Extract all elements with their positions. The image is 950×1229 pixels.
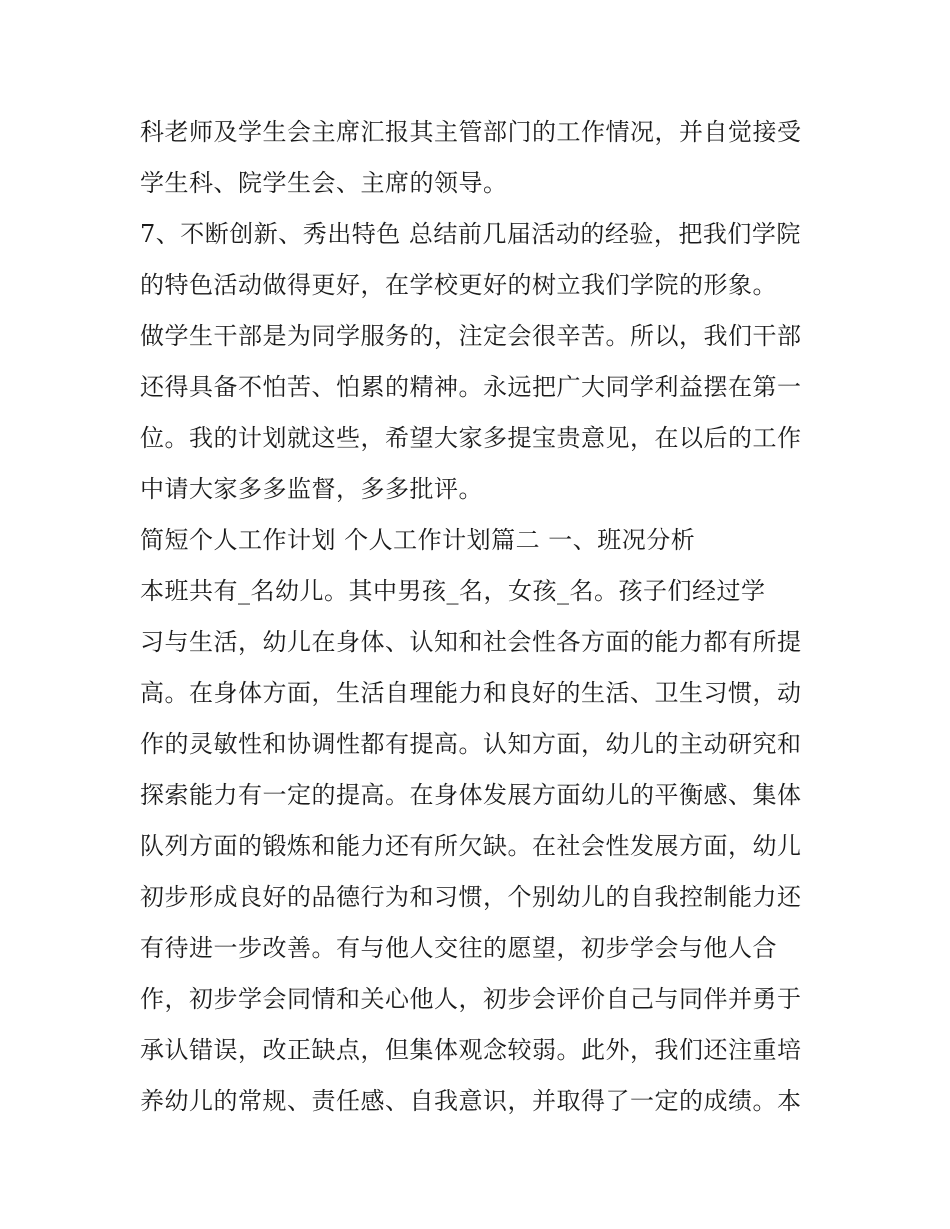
text-line: 有待进一步改善。有与他人交往的愿望，初步学会与他人合: [140, 934, 777, 962]
text-line: 高。在身体方面，生活自理能力和良好的生活、卫生习惯，动: [140, 679, 802, 707]
text-line: 习与生活，幼儿在身体、认知和社会性各方面的能力都有所提: [140, 628, 802, 656]
text-line: 7、不断创新、秀出特色 总结前几届活动的经验，把我们学院: [140, 220, 801, 248]
body-text: [140, 107, 820, 1127]
text-line: 承认错误，改正缺点，但集体观念较弱。此外，我们还注重培: [140, 1036, 802, 1064]
text-line: 作的灵敏性和协调性都有提高。认知方面，幼儿的主动研究和: [140, 730, 802, 758]
text-line: 作，初步学会同情和关心他人，初步会评价自己与同伴并勇于: [140, 985, 802, 1013]
text-line: 中请大家多多监督，多多批评。: [140, 475, 483, 503]
text-line: 位。我的计划就这些，希望大家多提宝贵意见，在以后的工作: [140, 424, 802, 452]
text-line: 做学生干部是为同学服务的，注定会很辛苦。所以，我们干部: [140, 322, 802, 350]
section-heading: 简短个人工作计划 个人工作计划篇二 一、班况分析: [140, 526, 696, 554]
text-line: 学生科、院学生会、主席的领导。: [140, 169, 508, 197]
text-line: 养幼儿的常规、责任感、自我意识，并取得了一定的成绩。本: [140, 1087, 802, 1115]
text-line: 探索能力有一定的提高。在身体发展方面幼儿的平衡感、集体: [140, 781, 802, 809]
text-line: 还得具备不怕苦、怕累的精神。永远把广大同学利益摆在第一: [140, 373, 802, 401]
text-line: 的特色活动做得更好，在学校更好的树立我们学院的形象。: [140, 271, 777, 299]
text-line: 科老师及学生会主席汇报其主管部门的工作情况，并自觉接受: [140, 118, 802, 146]
text-line: 队列方面的锻炼和能力还有所欠缺。在社会性发展方面，幼儿: [140, 832, 802, 860]
text-line: 初步形成良好的品德行为和习惯，个别幼儿的自我控制能力还: [140, 883, 802, 911]
text-line: 本班共有_名幼儿。其中男孩_名，女孩_名。孩子们经过学: [140, 577, 766, 605]
